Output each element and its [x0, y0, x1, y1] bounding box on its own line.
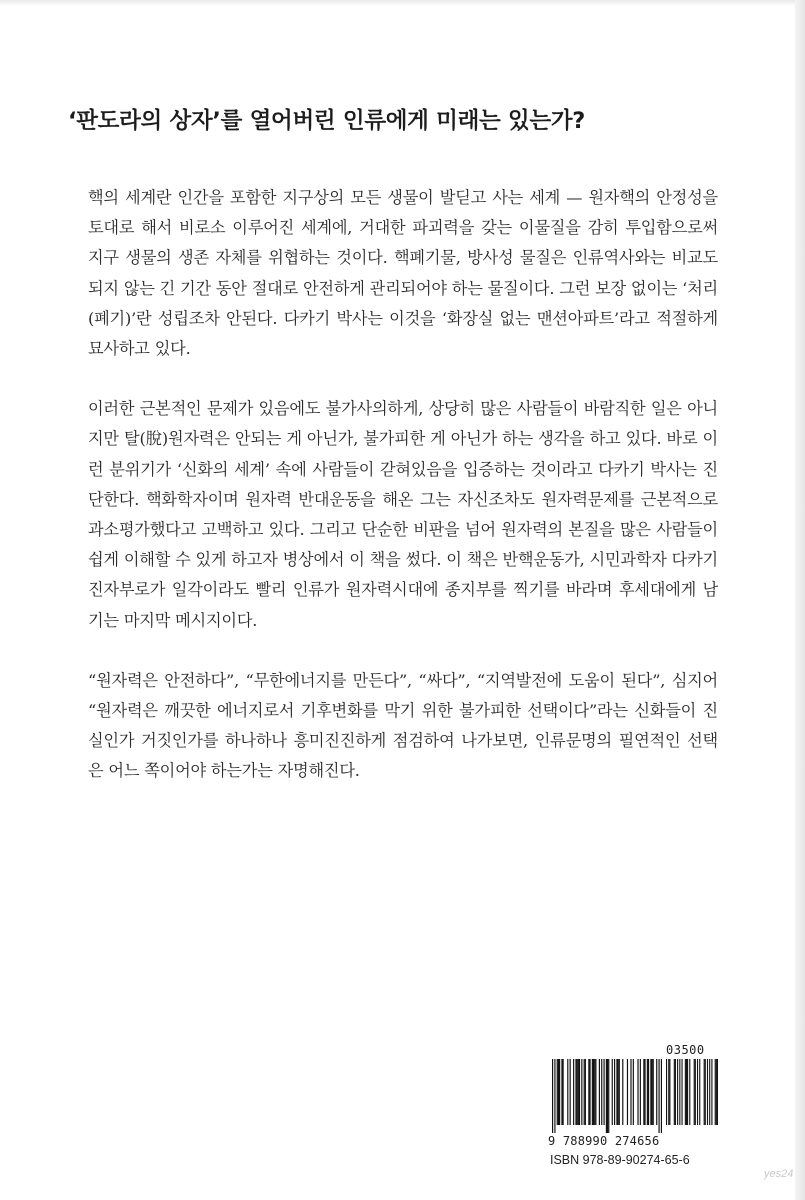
- barcode-bar: [716, 1059, 717, 1125]
- barcode-bar: [559, 1059, 560, 1125]
- barcode-bar: [697, 1059, 698, 1125]
- barcode-bar: [711, 1059, 712, 1125]
- barcode-bar: [686, 1059, 687, 1125]
- ean-digits: 9 788990 274656: [548, 1134, 660, 1148]
- barcode-bar: [612, 1059, 613, 1125]
- barcode-bar: [578, 1059, 579, 1125]
- barcode-bar: [630, 1059, 631, 1125]
- barcode-bar: [588, 1059, 589, 1125]
- barcode-bar: [606, 1059, 607, 1133]
- barcode-bar: [592, 1059, 593, 1125]
- barcode-bar: [563, 1059, 564, 1125]
- ean-barcode: [552, 1059, 662, 1133]
- barcode-bar: [650, 1059, 651, 1125]
- barcode-bar: [589, 1059, 590, 1125]
- barcode-bar: [689, 1059, 690, 1125]
- barcode-bar: [656, 1059, 657, 1125]
- barcode-bar: [585, 1059, 586, 1125]
- barcode-bar: [687, 1059, 688, 1125]
- barcode-bar: [717, 1059, 718, 1125]
- barcode-bar: [661, 1059, 662, 1133]
- barcode-bar: [593, 1059, 594, 1125]
- barcode-bar: [643, 1059, 644, 1125]
- barcode-bar: [633, 1059, 634, 1125]
- barcode-bar: [599, 1059, 600, 1125]
- barcode-bar: [558, 1059, 559, 1125]
- barcode-bar: [570, 1059, 571, 1125]
- headline: ‘판도라의 상자’를 열어버린 인류에게 미래는 있는가?: [68, 108, 586, 134]
- barcode-bar: [616, 1059, 617, 1125]
- barcode-bar: [622, 1059, 623, 1125]
- barcode-bar: [679, 1059, 680, 1125]
- barcode-bar: [677, 1059, 678, 1125]
- barcode-bar: [577, 1059, 578, 1125]
- barcode-bar: [653, 1059, 654, 1125]
- barcode-bar: [707, 1059, 708, 1125]
- barcode-bar: [557, 1059, 558, 1125]
- paragraph-3: “원자력은 안전하다”, “무한에너지를 만든다”, “싸다”, “지역발전에 도움이 된다”, 심지어 “원자력은 깨끗한 에너지로서 기후변화를 막기 위한 불가피한 선택이다”라는 신화들이 진실인가 거짓인가를 하나하나 흥미진진하게 점검하여 나가보면, 인류문명의 필연적인 선택은 어느 쪽이어야 하는가는 자명해진다.: [88, 670, 718, 781]
- barcode-bar: [715, 1059, 716, 1125]
- barcode-bar: [567, 1059, 568, 1125]
- barcode-bar: [603, 1059, 604, 1125]
- barcode-bar: [648, 1059, 649, 1125]
- barcode-bar: [666, 1059, 667, 1125]
- barcode-bar: [685, 1059, 686, 1125]
- barcode-bar: [579, 1059, 580, 1125]
- barcode-bar: [575, 1059, 576, 1125]
- barcode-bar: [640, 1059, 641, 1125]
- barcode-bar: [705, 1059, 706, 1125]
- barcode-bar: [619, 1059, 620, 1125]
- barcode-bar: [607, 1059, 608, 1133]
- barcode-bar: [675, 1059, 676, 1125]
- barcode-bar: [669, 1059, 670, 1125]
- barcode-bar: [651, 1059, 652, 1125]
- barcode-bar: [695, 1059, 696, 1125]
- barcode-bar: [618, 1059, 619, 1125]
- paragraph-1: 핵의 세계란 인간을 포함한 지구상의 모든 생물이 발딛고 사는 세계 — 원자핵의 안정성을 토대로 해서 비로소 이루어진 세계에, 거대한 파괴력을 갖는 이물질을 감히 투입함으로써 지구 생물의 생존 자체를 위협하는 것이다. 핵폐기물, 방사성 물질은 인류역사와는 비교도 되지 않는 긴 기간 동안 절대로 안전하게 관리되어야 하는 물질이다. 그런 보장 없이는 ‘처리(폐기)’란 성립조차 안된다. 다카기 박사는 이것을 ‘화장실 없는 맨션아파트’라고 적절하게 묘사하고 있다.: [88, 188, 718, 359]
- barcode-bar: [601, 1059, 602, 1125]
- barcode-bar: [637, 1059, 638, 1125]
- barcode-bar: [614, 1059, 615, 1125]
- barcode-bar: [704, 1059, 705, 1125]
- barcode-bar: [674, 1059, 675, 1125]
- top-edge-shadow: [0, 0, 805, 6]
- barcode-bar: [552, 1059, 553, 1133]
- barcode-bar: [658, 1059, 659, 1133]
- barcode-bar: [627, 1059, 628, 1125]
- barcode-bar: [694, 1059, 695, 1125]
- barcode-bar: [554, 1059, 555, 1133]
- page-edge: [795, 0, 805, 1200]
- addon-barcode: [666, 1059, 718, 1133]
- barcode-bar: [608, 1059, 609, 1133]
- barcode-bar: [584, 1059, 585, 1125]
- barcode-bar: [561, 1059, 562, 1125]
- paragraph-2: 이러한 근본적인 문제가 있음에도 불가사의하게, 상당히 많은 사람들이 바람직한 일은 아니지만 탈(脫)원자력은 안되는 게 아닌가, 불가피한 게 아닌가 하는 생각을 하고 있다. 바로 이런 분위기가 ‘신화의 세계’ 속에 사람들이 갇혀있음을 입증하는 것이라고 다카기 박사는 진단한다. 핵화학자이며 원자력 반대운동을 해온 그는 자신조차도 원자력문제를 근본적으로 과소평가했다고 고백하고 있다. 그리고 단순한 비판을 넘어 원자력의 본질을 많은 사람들이 쉽게 이해할 수 있게 하고자 병상에서 이 책을 썼다. 이 책은 반핵운동가, 시민과학자 다카기 진자부로가 일각이라도 빨리 인류가 원자력시대에 종지부를 찍기를 바라며 후세대에게 남기는 마지막 메시지이다.: [88, 399, 718, 630]
- isbn-number: ISBN 978-89-90274-65-6: [550, 1153, 690, 1167]
- barcode-bar: [681, 1059, 682, 1125]
- barcode-bar: [668, 1059, 669, 1125]
- body-text: [88, 183, 718, 817]
- barcode-bar: [594, 1059, 595, 1125]
- barcode-bar: [573, 1059, 574, 1125]
- price-code: 03500: [666, 1043, 705, 1057]
- barcode-bar: [699, 1059, 700, 1125]
- barcode-bar: [644, 1059, 645, 1125]
- watermark: yes24: [764, 1168, 794, 1180]
- barcode-bar: [647, 1059, 648, 1125]
- barcode-bar: [595, 1059, 596, 1125]
- barcode-bar: [581, 1059, 582, 1125]
- barcode-bar: [709, 1059, 710, 1125]
